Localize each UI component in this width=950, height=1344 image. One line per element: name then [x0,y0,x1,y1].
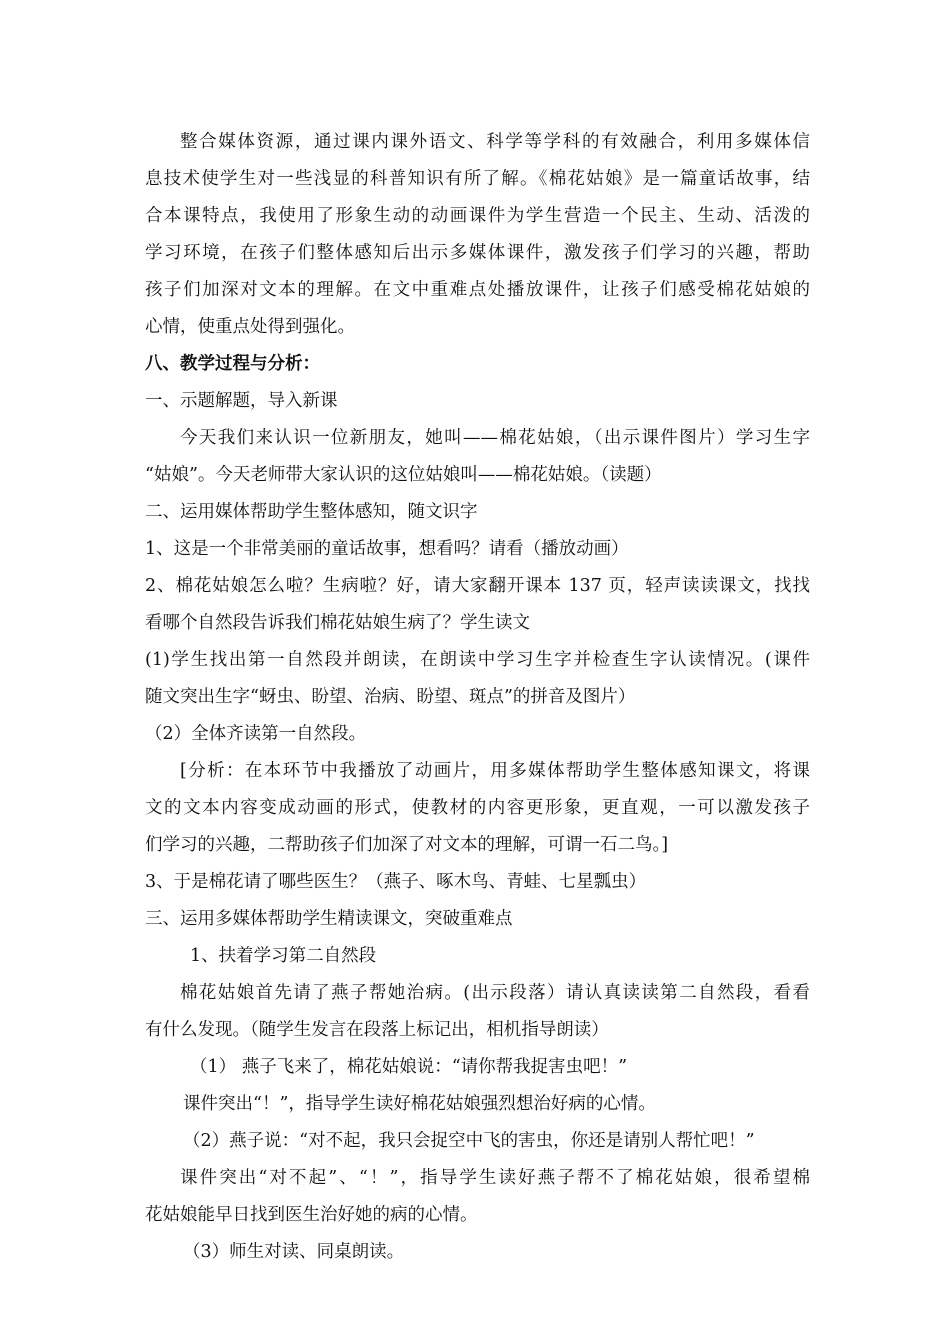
analysis-line: 们学习的兴趣，二帮助孩子们加深了对文本的理解，可谓一石二鸟。] [145,835,669,855]
paragraph-line: 花姑娘能早日找到医生治好她的病的心情。 [145,1205,478,1225]
list-item: （3）师生对读、同桌朗读。 [183,1242,405,1262]
subsection-heading: 一、示题解题，导入新课 [145,391,338,411]
list-item: 看哪个自然段告诉我们棉花姑娘生病了？学生读文 [145,613,530,633]
list-item: 2、棉花姑娘怎么啦？生病啦？好，请大家翻开课本 137 页，轻声读读课文，找找 [145,576,810,596]
paragraph-line: 课件突出“对不起”、“！”，指导学生读好燕子帮不了棉花姑娘，很希望棉 [180,1168,810,1188]
list-item: 随文突出生字“蚜虫、盼望、治病、盼望、斑点”的拼音及图片） [145,687,636,707]
paragraph-line: 有什么发现。（随学生发言在段落上标记出，相机指导朗读） [145,1020,609,1040]
analysis-line: 文的文本内容变成动画的形式，使教材的内容更形象，更直观，一可以激发孩子 [145,798,810,818]
list-item: 1、扶着学习第二自然段 [190,946,377,966]
paragraph-line: 心情，使重点处得到强化。 [145,317,355,337]
paragraph-line: 合本课特点，我使用了形象生动的动画课件为学生营造一个民主、生动、活泼的 [145,206,810,226]
paragraph-line: 息技术使学生对一些浅显的科普知识有所了解。《棉花姑娘》是一篇童话故事，结 [145,169,810,189]
list-item: (1)学生找出第一自然段并朗读，在朗读中学习生字并检查生字认读情况。(课件 [145,650,810,670]
document-body [145,124,810,1271]
paragraph-line: 学习环境，在孩子们整体感知后出示多媒体课件，激发孩子们学习的兴趣，帮助 [145,243,810,263]
paragraph-line: 课件突出“！”，指导学生读好棉花姑娘强烈想治好病的心情。 [183,1094,656,1114]
list-item: （2）燕子说：“对不起，我只会捉空中飞的害虫，你还是请别人帮忙吧！” [183,1131,755,1151]
subsection-heading: 二、运用媒体帮助学生整体感知，随文识字 [145,502,478,522]
paragraph-line: 棉花姑娘首先请了燕子帮她治病。(出示段落）请认真读读第二自然段，看看 [180,983,810,1003]
list-item: （1） 燕子飞来了，棉花姑娘说：“请你帮我捉害虫吧！” [190,1057,628,1077]
subsection-heading: 三、运用多媒体帮助学生精读课文，突破重难点 [145,909,513,929]
paragraph-line: 整合媒体资源，通过课内课外语文、科学等学科的有效融合，利用多媒体信 [180,132,810,152]
section-heading: 八、教学过程与分析： [145,354,320,374]
analysis-line: [分析：在本环节中我播放了动画片，用多媒体帮助学生整体感知课文，将课 [180,761,810,781]
list-item: 3、于是棉花请了哪些医生？（燕子、啄木鸟、青蛙、七星瓢虫） [145,872,647,892]
list-item: 1、这是一个非常美丽的童话故事，想看吗？请看（播放动画） [145,539,629,559]
paragraph-line: 孩子们加深对文本的理解。在文中重难点处播放课件，让孩子们感受棉花姑娘的 [145,280,810,300]
paragraph-line: 今天我们来认识一位新朋友，她叫——棉花姑娘，（出示课件图片）学习生字 [180,428,810,448]
list-item: （2）全体齐读第一自然段。 [145,724,367,744]
paragraph-line: “姑娘”。今天老师带大家认识的这位姑娘叫——棉花姑娘。（读题） [145,465,662,485]
